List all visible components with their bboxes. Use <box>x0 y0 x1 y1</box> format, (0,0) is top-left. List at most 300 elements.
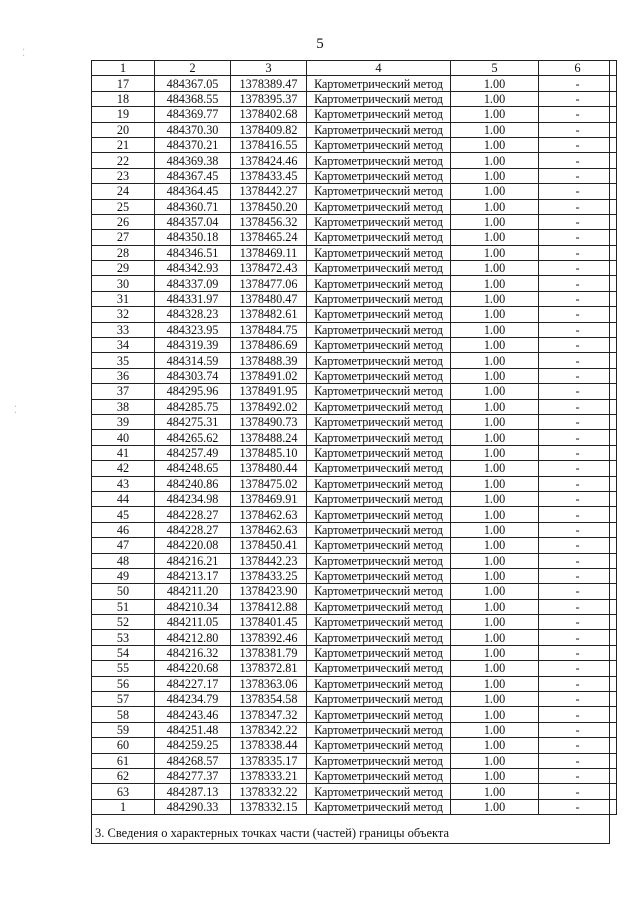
table-row <box>92 753 617 768</box>
x-coordinate-cell: 484240.86 <box>155 476 231 491</box>
method-cell: Картометрический метод <box>307 91 451 106</box>
table-row <box>92 553 617 568</box>
accuracy-cell: 1.00 <box>451 568 539 583</box>
column-header-3: 3 <box>231 61 307 76</box>
table-row <box>92 368 617 383</box>
point-number-cell: 34 <box>92 338 155 353</box>
accuracy-cell: 1.00 <box>451 353 539 368</box>
method-cell: Картометрический метод <box>307 661 451 676</box>
point-number-cell: 44 <box>92 491 155 506</box>
y-coordinate-cell: 1378347.32 <box>231 707 307 722</box>
description-cell: - <box>539 553 617 568</box>
column-header-2: 2 <box>155 61 231 76</box>
table-row <box>92 784 617 799</box>
x-coordinate-cell: 484370.30 <box>155 122 231 137</box>
point-number-cell: 58 <box>92 707 155 722</box>
y-coordinate-cell: 1378442.23 <box>231 553 307 568</box>
point-number-cell: 59 <box>92 722 155 737</box>
accuracy-cell: 1.00 <box>451 230 539 245</box>
description-cell: - <box>539 461 617 476</box>
description-cell: - <box>539 799 617 814</box>
table-row <box>92 168 617 183</box>
boundary-points-table <box>91 60 617 815</box>
y-coordinate-cell: 1378492.02 <box>231 399 307 414</box>
description-cell: - <box>539 630 617 645</box>
method-cell: Картометрический метод <box>307 261 451 276</box>
section-heading: 3. Сведения о характерных точках части (частей) границы объекта <box>95 826 450 840</box>
x-coordinate-cell: 484227.17 <box>155 676 231 691</box>
accuracy-cell: 1.00 <box>451 276 539 291</box>
y-coordinate-cell: 1378488.39 <box>231 353 307 368</box>
table-row <box>92 599 617 614</box>
accuracy-cell: 1.00 <box>451 199 539 214</box>
method-cell: Картометрический метод <box>307 184 451 199</box>
description-cell: - <box>539 538 617 553</box>
description-cell: - <box>539 276 617 291</box>
table-row <box>92 245 617 260</box>
accuracy-cell: 1.00 <box>451 107 539 122</box>
description-cell: - <box>539 584 617 599</box>
point-number-cell: 63 <box>92 784 155 799</box>
x-coordinate-cell: 484368.55 <box>155 91 231 106</box>
table-row <box>92 445 617 460</box>
point-number-cell: 35 <box>92 353 155 368</box>
method-cell: Картометрический метод <box>307 430 451 445</box>
point-number-cell: 60 <box>92 738 155 753</box>
point-number-cell: 17 <box>92 76 155 91</box>
description-cell: - <box>539 137 617 152</box>
method-cell: Картометрический метод <box>307 199 451 214</box>
point-number-cell: 41 <box>92 445 155 460</box>
table-row <box>92 430 617 445</box>
y-coordinate-cell: 1378456.32 <box>231 214 307 229</box>
x-coordinate-cell: 484295.96 <box>155 384 231 399</box>
table-row <box>92 122 617 137</box>
description-cell: - <box>539 599 617 614</box>
y-coordinate-cell: 1378342.22 <box>231 722 307 737</box>
table-row <box>92 184 617 199</box>
table-row <box>92 307 617 322</box>
method-cell: Картометрический метод <box>307 399 451 414</box>
point-number-cell: 40 <box>92 430 155 445</box>
point-number-cell: 28 <box>92 245 155 260</box>
table-row <box>92 507 617 522</box>
table-row <box>92 630 617 645</box>
description-cell: - <box>539 784 617 799</box>
description-cell: - <box>539 522 617 537</box>
description-cell: - <box>539 692 617 707</box>
y-coordinate-cell: 1378416.55 <box>231 137 307 152</box>
point-number-cell: 1 <box>92 799 155 814</box>
x-coordinate-cell: 484290.33 <box>155 799 231 814</box>
accuracy-cell: 1.00 <box>451 507 539 522</box>
table-row <box>92 414 617 429</box>
method-cell: Картометрический метод <box>307 338 451 353</box>
point-number-cell: 25 <box>92 199 155 214</box>
table-row <box>92 384 617 399</box>
accuracy-cell: 1.00 <box>451 784 539 799</box>
y-coordinate-cell: 1378363.06 <box>231 676 307 691</box>
method-cell: Картометрический метод <box>307 307 451 322</box>
y-coordinate-cell: 1378472.43 <box>231 261 307 276</box>
table-row <box>92 584 617 599</box>
description-cell: - <box>539 507 617 522</box>
description-cell: - <box>539 753 617 768</box>
method-cell: Картометрический метод <box>307 368 451 383</box>
table-row <box>92 738 617 753</box>
description-cell: - <box>539 230 617 245</box>
description-cell: - <box>539 368 617 383</box>
accuracy-cell: 1.00 <box>451 522 539 537</box>
x-coordinate-cell: 484337.09 <box>155 276 231 291</box>
x-coordinate-cell: 484248.65 <box>155 461 231 476</box>
point-number-cell: 32 <box>92 307 155 322</box>
table-row <box>92 153 617 168</box>
description-cell: - <box>539 430 617 445</box>
method-cell: Картометрический метод <box>307 722 451 737</box>
y-coordinate-cell: 1378491.02 <box>231 368 307 383</box>
x-coordinate-cell: 484342.93 <box>155 261 231 276</box>
x-coordinate-cell: 484234.79 <box>155 692 231 707</box>
accuracy-cell: 1.00 <box>451 722 539 737</box>
column-header-1: 1 <box>92 61 155 76</box>
point-number-cell: 37 <box>92 384 155 399</box>
description-cell: - <box>539 338 617 353</box>
y-coordinate-cell: 1378395.37 <box>231 91 307 106</box>
x-coordinate-cell: 484268.57 <box>155 753 231 768</box>
x-coordinate-cell: 484328.23 <box>155 307 231 322</box>
table-row <box>92 230 617 245</box>
x-coordinate-cell: 484259.25 <box>155 738 231 753</box>
point-number-cell: 43 <box>92 476 155 491</box>
accuracy-cell: 1.00 <box>451 692 539 707</box>
point-number-cell: 49 <box>92 568 155 583</box>
x-coordinate-cell: 484275.31 <box>155 414 231 429</box>
table-row <box>92 291 617 306</box>
point-number-cell: 26 <box>92 214 155 229</box>
y-coordinate-cell: 1378462.63 <box>231 507 307 522</box>
table-row <box>92 322 617 337</box>
method-cell: Картометрический метод <box>307 553 451 568</box>
method-cell: Картометрический метод <box>307 122 451 137</box>
accuracy-cell: 1.00 <box>451 322 539 337</box>
point-number-cell: 61 <box>92 753 155 768</box>
point-number-cell: 24 <box>92 184 155 199</box>
x-coordinate-cell: 484303.74 <box>155 368 231 383</box>
accuracy-cell: 1.00 <box>451 615 539 630</box>
point-number-cell: 47 <box>92 538 155 553</box>
y-coordinate-cell: 1378442.27 <box>231 184 307 199</box>
point-number-cell: 57 <box>92 692 155 707</box>
y-coordinate-cell: 1378485.10 <box>231 445 307 460</box>
table-row <box>92 615 617 630</box>
table-row <box>92 261 617 276</box>
x-coordinate-cell: 484251.48 <box>155 722 231 737</box>
point-number-cell: 18 <box>92 91 155 106</box>
accuracy-cell: 1.00 <box>451 214 539 229</box>
point-number-cell: 21 <box>92 137 155 152</box>
accuracy-cell: 1.00 <box>451 661 539 676</box>
table-row <box>92 91 617 106</box>
x-coordinate-cell: 484220.08 <box>155 538 231 553</box>
method-cell: Картометрический метод <box>307 214 451 229</box>
accuracy-cell: 1.00 <box>451 414 539 429</box>
y-coordinate-cell: 1378381.79 <box>231 645 307 660</box>
y-coordinate-cell: 1378332.22 <box>231 784 307 799</box>
table-row <box>92 214 617 229</box>
column-header-6: 6 <box>539 61 617 76</box>
point-number-cell: 30 <box>92 276 155 291</box>
table-header-row <box>92 61 617 76</box>
point-number-cell: 27 <box>92 230 155 245</box>
x-coordinate-cell: 484234.98 <box>155 491 231 506</box>
x-coordinate-cell: 484216.32 <box>155 645 231 660</box>
point-number-cell: 23 <box>92 168 155 183</box>
y-coordinate-cell: 1378480.47 <box>231 291 307 306</box>
point-number-cell: 42 <box>92 461 155 476</box>
y-coordinate-cell: 1378335.17 <box>231 753 307 768</box>
y-coordinate-cell: 1378389.47 <box>231 76 307 91</box>
y-coordinate-cell: 1378488.24 <box>231 430 307 445</box>
description-cell: - <box>539 738 617 753</box>
y-coordinate-cell: 1378372.81 <box>231 661 307 676</box>
x-coordinate-cell: 484211.05 <box>155 615 231 630</box>
accuracy-cell: 1.00 <box>451 261 539 276</box>
x-coordinate-cell: 484210.34 <box>155 599 231 614</box>
description-cell: - <box>539 291 617 306</box>
description-cell: - <box>539 168 617 183</box>
description-cell: - <box>539 615 617 630</box>
accuracy-cell: 1.00 <box>451 137 539 152</box>
x-coordinate-cell: 484323.95 <box>155 322 231 337</box>
method-cell: Картометрический метод <box>307 738 451 753</box>
x-coordinate-cell: 484369.38 <box>155 153 231 168</box>
point-number-cell: 50 <box>92 584 155 599</box>
y-coordinate-cell: 1378338.44 <box>231 738 307 753</box>
method-cell: Картометрический метод <box>307 707 451 722</box>
x-coordinate-cell: 484285.75 <box>155 399 231 414</box>
method-cell: Картометрический метод <box>307 461 451 476</box>
method-cell: Картометрический метод <box>307 276 451 291</box>
scan-speck: ⁚ <box>14 405 18 416</box>
method-cell: Картометрический метод <box>307 230 451 245</box>
x-coordinate-cell: 484360.71 <box>155 199 231 214</box>
point-number-cell: 31 <box>92 291 155 306</box>
description-cell: - <box>539 491 617 506</box>
description-cell: - <box>539 414 617 429</box>
method-cell: Картометрический метод <box>307 615 451 630</box>
point-number-cell: 22 <box>92 153 155 168</box>
method-cell: Картометрический метод <box>307 476 451 491</box>
point-number-cell: 38 <box>92 399 155 414</box>
x-coordinate-cell: 484228.27 <box>155 522 231 537</box>
table-row <box>92 491 617 506</box>
accuracy-cell: 1.00 <box>451 368 539 383</box>
method-cell: Картометрический метод <box>307 538 451 553</box>
y-coordinate-cell: 1378469.11 <box>231 245 307 260</box>
accuracy-cell: 1.00 <box>451 630 539 645</box>
y-coordinate-cell: 1378469.91 <box>231 491 307 506</box>
y-coordinate-cell: 1378409.82 <box>231 122 307 137</box>
method-cell: Картометрический метод <box>307 291 451 306</box>
method-cell: Картометрический метод <box>307 76 451 91</box>
point-number-cell: 45 <box>92 507 155 522</box>
description-cell: - <box>539 261 617 276</box>
x-coordinate-cell: 484319.39 <box>155 338 231 353</box>
description-cell: - <box>539 661 617 676</box>
method-cell: Картометрический метод <box>307 522 451 537</box>
point-number-cell: 33 <box>92 322 155 337</box>
point-number-cell: 19 <box>92 107 155 122</box>
description-cell: - <box>539 245 617 260</box>
description-cell: - <box>539 153 617 168</box>
y-coordinate-cell: 1378402.68 <box>231 107 307 122</box>
table-row <box>92 276 617 291</box>
x-coordinate-cell: 484277.37 <box>155 768 231 783</box>
table-row <box>92 768 617 783</box>
description-cell: - <box>539 722 617 737</box>
x-coordinate-cell: 484314.59 <box>155 353 231 368</box>
table-body <box>92 76 617 815</box>
description-cell: - <box>539 307 617 322</box>
table-row <box>92 676 617 691</box>
point-number-cell: 54 <box>92 645 155 660</box>
description-cell: - <box>539 476 617 491</box>
method-cell: Картометрический метод <box>307 153 451 168</box>
description-cell: - <box>539 91 617 106</box>
method-cell: Картометрический метод <box>307 799 451 814</box>
x-coordinate-cell: 484367.05 <box>155 76 231 91</box>
accuracy-cell: 1.00 <box>451 338 539 353</box>
accuracy-cell: 1.00 <box>451 753 539 768</box>
table-row <box>92 399 617 414</box>
accuracy-cell: 1.00 <box>451 430 539 445</box>
accuracy-cell: 1.00 <box>451 153 539 168</box>
accuracy-cell: 1.00 <box>451 738 539 753</box>
x-coordinate-cell: 484364.45 <box>155 184 231 199</box>
x-coordinate-cell: 484220.68 <box>155 661 231 676</box>
x-coordinate-cell: 484369.77 <box>155 107 231 122</box>
table-row <box>92 476 617 491</box>
x-coordinate-cell: 484243.46 <box>155 707 231 722</box>
description-cell: - <box>539 76 617 91</box>
accuracy-cell: 1.00 <box>451 799 539 814</box>
method-cell: Картометрический метод <box>307 568 451 583</box>
point-number-cell: 29 <box>92 261 155 276</box>
y-coordinate-cell: 1378450.20 <box>231 199 307 214</box>
table-row <box>92 661 617 676</box>
accuracy-cell: 1.00 <box>451 168 539 183</box>
point-number-cell: 51 <box>92 599 155 614</box>
description-cell: - <box>539 399 617 414</box>
x-coordinate-cell: 484216.21 <box>155 553 231 568</box>
y-coordinate-cell: 1378484.75 <box>231 322 307 337</box>
y-coordinate-cell: 1378401.45 <box>231 615 307 630</box>
accuracy-cell: 1.00 <box>451 553 539 568</box>
accuracy-cell: 1.00 <box>451 707 539 722</box>
y-coordinate-cell: 1378450.41 <box>231 538 307 553</box>
point-number-cell: 53 <box>92 630 155 645</box>
table-row <box>92 353 617 368</box>
y-coordinate-cell: 1378491.95 <box>231 384 307 399</box>
table-row <box>92 645 617 660</box>
y-coordinate-cell: 1378480.44 <box>231 461 307 476</box>
y-coordinate-cell: 1378486.69 <box>231 338 307 353</box>
y-coordinate-cell: 1378354.58 <box>231 692 307 707</box>
point-number-cell: 46 <box>92 522 155 537</box>
method-cell: Картометрический метод <box>307 491 451 506</box>
method-cell: Картометрический метод <box>307 692 451 707</box>
method-cell: Картометрический метод <box>307 753 451 768</box>
method-cell: Картометрический метод <box>307 414 451 429</box>
accuracy-cell: 1.00 <box>451 676 539 691</box>
point-number-cell: 20 <box>92 122 155 137</box>
x-coordinate-cell: 484346.51 <box>155 245 231 260</box>
method-cell: Картометрический метод <box>307 384 451 399</box>
y-coordinate-cell: 1378423.90 <box>231 584 307 599</box>
table-row <box>92 799 617 814</box>
y-coordinate-cell: 1378424.46 <box>231 153 307 168</box>
method-cell: Картометрический метод <box>307 768 451 783</box>
point-number-cell: 48 <box>92 553 155 568</box>
x-coordinate-cell: 484265.62 <box>155 430 231 445</box>
x-coordinate-cell: 484213.17 <box>155 568 231 583</box>
accuracy-cell: 1.00 <box>451 291 539 306</box>
table-row <box>92 538 617 553</box>
accuracy-cell: 1.00 <box>451 245 539 260</box>
x-coordinate-cell: 484287.13 <box>155 784 231 799</box>
table-row <box>92 722 617 737</box>
description-cell: - <box>539 568 617 583</box>
x-coordinate-cell: 484331.97 <box>155 291 231 306</box>
point-number-cell: 52 <box>92 615 155 630</box>
description-cell: - <box>539 107 617 122</box>
accuracy-cell: 1.00 <box>451 184 539 199</box>
accuracy-cell: 1.00 <box>451 599 539 614</box>
method-cell: Картометрический метод <box>307 630 451 645</box>
y-coordinate-cell: 1378490.73 <box>231 414 307 429</box>
description-cell: - <box>539 122 617 137</box>
accuracy-cell: 1.00 <box>451 476 539 491</box>
point-number-cell: 39 <box>92 414 155 429</box>
table-row <box>92 76 617 91</box>
description-cell: - <box>539 353 617 368</box>
description-cell: - <box>539 445 617 460</box>
page-number: 5 <box>316 36 324 52</box>
method-cell: Картометрический метод <box>307 353 451 368</box>
accuracy-cell: 1.00 <box>451 307 539 322</box>
table-row <box>92 692 617 707</box>
table-row <box>92 338 617 353</box>
method-cell: Картометрический метод <box>307 507 451 522</box>
point-number-cell: 62 <box>92 768 155 783</box>
accuracy-cell: 1.00 <box>451 399 539 414</box>
column-header-5: 5 <box>451 61 539 76</box>
description-cell: - <box>539 214 617 229</box>
table-row <box>92 522 617 537</box>
y-coordinate-cell: 1378433.45 <box>231 168 307 183</box>
table-row <box>92 199 617 214</box>
accuracy-cell: 1.00 <box>451 768 539 783</box>
method-cell: Картометрический метод <box>307 599 451 614</box>
description-cell: - <box>539 645 617 660</box>
method-cell: Картометрический метод <box>307 322 451 337</box>
table-row <box>92 137 617 152</box>
y-coordinate-cell: 1378475.02 <box>231 476 307 491</box>
accuracy-cell: 1.00 <box>451 122 539 137</box>
accuracy-cell: 1.00 <box>451 91 539 106</box>
table-row <box>92 568 617 583</box>
